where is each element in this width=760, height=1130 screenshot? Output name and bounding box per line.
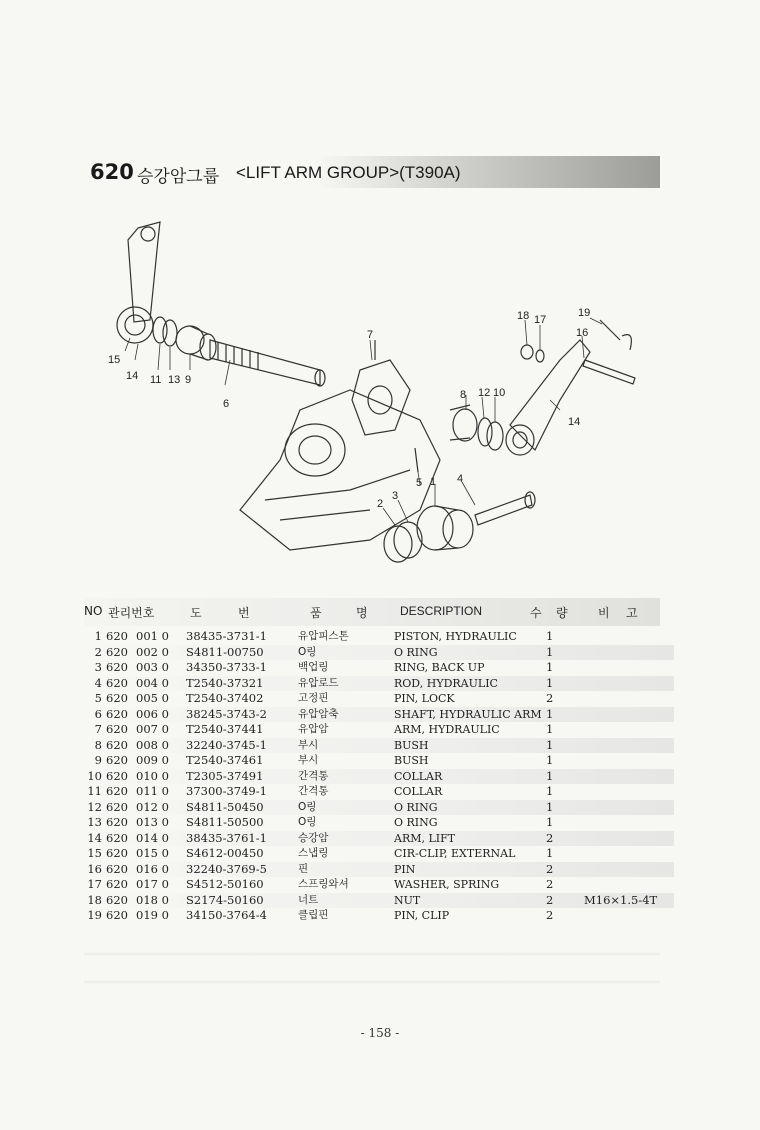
cell-seq: 012 0 [136, 799, 169, 814]
cell-grp: 620 [106, 660, 128, 674]
cell-qty: 1 [546, 784, 554, 798]
callout-16: 16 [576, 327, 589, 339]
cell-grp: 620 [106, 629, 128, 643]
cell-seq: 001 0 [136, 629, 169, 643]
cell-qty: 1 [546, 629, 554, 643]
callout-14-left: 14 [126, 370, 139, 382]
cell-qty: 1 [546, 846, 554, 860]
cell-qty: 1 [546, 644, 554, 659]
cell-part: 34150-3764-4 [186, 908, 267, 922]
cell-seq: 008 0 [136, 737, 169, 752]
header-no: NO [84, 604, 103, 618]
cell-seq: 003 0 [136, 660, 169, 674]
cell-kr: O링 [298, 645, 317, 658]
cell-desc: O RING [394, 800, 438, 814]
cell-no: 18 [87, 892, 102, 907]
header-drawing-2: 번 [238, 606, 250, 620]
cell-qty: 1 [546, 675, 554, 690]
table-row [84, 877, 674, 893]
cell-part: S4811-00750 [186, 644, 264, 659]
cell-kr: 스냅링 [298, 847, 329, 859]
cell-kr: 간격통 [298, 785, 329, 797]
cell-kr: O링 [298, 816, 317, 828]
cell-no: 9 [94, 753, 102, 767]
callout-9: 9 [185, 374, 192, 386]
group-number: 620 [90, 160, 134, 184]
cell-seq: 005 0 [136, 691, 169, 705]
cell-grp: 620 [106, 753, 128, 767]
cell-grp: 620 [106, 892, 128, 907]
table-row [84, 707, 674, 723]
callout-4: 4 [457, 473, 464, 485]
cell-kr: 고정핀 [298, 692, 329, 704]
cell-desc: WASHER, SPRING [394, 878, 500, 891]
cell-part: T2540-37402 [186, 691, 264, 705]
cell-part: T2305-37491 [186, 768, 264, 783]
header-mgmt-no: 관리번호 [108, 606, 155, 620]
cell-desc: SHAFT, HYDRAULIC ARM [394, 707, 542, 721]
cell-no: 1 [94, 629, 102, 643]
cell-grp: 620 [106, 908, 128, 922]
callout-10: 10 [493, 387, 506, 399]
cell-remark: M16×1.5-4T [584, 892, 658, 907]
cell-kr: 간격통 [298, 769, 329, 782]
header-remark-2: 고 [626, 606, 638, 620]
callout-17: 17 [534, 314, 547, 326]
cell-desc: ROD, HYDRAULIC [394, 676, 498, 690]
cell-no: 5 [94, 691, 102, 705]
table-header-band [84, 598, 660, 626]
callout-1: 1 [430, 476, 437, 488]
cell-kr: 부시 [298, 754, 319, 766]
cell-seq: 014 0 [136, 830, 169, 845]
table-row [84, 831, 674, 847]
table-row [84, 769, 674, 785]
cell-no: 19 [87, 908, 102, 922]
cell-part: S4811-50500 [186, 815, 264, 829]
cell-seq: 019 0 [136, 908, 169, 922]
cell-qty: 1 [546, 660, 554, 674]
cell-no: 6 [94, 706, 102, 721]
cell-kr: 핀 [298, 862, 309, 875]
cell-kr: 승강암 [298, 831, 329, 844]
exploded-parts-diagram [90, 210, 670, 590]
cell-no: 4 [94, 675, 102, 690]
cell-qty: 2 [546, 877, 554, 891]
cell-part: 34350-3733-1 [186, 660, 267, 674]
callout-15: 15 [108, 354, 121, 366]
cell-no: 2 [94, 644, 102, 659]
cell-kr: 클립핀 [298, 909, 329, 921]
cell-part: S2174-50160 [186, 892, 264, 907]
cell-grp: 620 [106, 706, 128, 721]
cell-seq: 018 0 [136, 892, 169, 907]
group-title-korean: 승강암그룹 [137, 167, 220, 187]
cell-part: 38435-3761-1 [186, 830, 267, 845]
cell-no: 17 [87, 877, 102, 891]
cell-desc: PISTON, HYDRAULIC [394, 630, 517, 643]
cell-qty: 1 [546, 768, 554, 783]
header-description: DESCRIPTION [400, 604, 483, 618]
cell-part: 37300-3749-1 [186, 784, 267, 798]
table-row [84, 691, 674, 707]
cell-no: 12 [87, 799, 102, 814]
cell-qty: 2 [546, 861, 554, 876]
callout-6: 6 [223, 398, 230, 410]
cell-no: 11 [87, 784, 102, 798]
cell-no: 16 [87, 861, 102, 876]
cell-desc: NUT [394, 893, 421, 907]
cell-seq: 004 0 [136, 675, 169, 690]
cell-desc: BUSH [394, 738, 429, 752]
callout-19: 19 [578, 307, 591, 319]
cell-no: 15 [87, 846, 102, 860]
cell-no: 13 [87, 815, 102, 829]
cell-part: T2540-37321 [186, 675, 264, 690]
cell-kr: O링 [298, 800, 317, 813]
table-row [84, 893, 674, 909]
cell-part: 38245-3743-2 [186, 706, 267, 721]
cell-part: 32240-3745-1 [186, 737, 267, 752]
cell-seq: 007 0 [136, 722, 169, 736]
cell-desc: O RING [394, 645, 438, 659]
table-row [84, 908, 674, 924]
cell-qty: 1 [546, 815, 554, 829]
cell-qty: 1 [546, 737, 554, 752]
table-row [84, 800, 674, 816]
cell-desc: ARM, HYDRAULIC [394, 723, 500, 736]
cell-grp: 620 [106, 768, 128, 783]
diagram-svg [90, 210, 670, 590]
table-row [84, 846, 674, 862]
cell-grp: 620 [106, 861, 128, 876]
cell-kr: 스프링와셔 [298, 878, 349, 890]
cell-seq: 013 0 [136, 815, 169, 829]
cell-grp: 620 [106, 784, 128, 798]
callout-5: 5 [416, 477, 423, 489]
cell-desc: BUSH [394, 754, 429, 767]
callout-13: 13 [168, 374, 181, 386]
cell-seq: 017 0 [136, 877, 169, 891]
cell-kr: 부시 [298, 738, 319, 751]
header-name-2: 명 [356, 606, 368, 620]
cell-qty: 1 [546, 722, 554, 736]
cell-part: S4811-50450 [186, 799, 264, 814]
scan-artifact-lines [84, 928, 660, 1008]
cell-grp: 620 [106, 644, 128, 659]
table-row [84, 784, 674, 800]
table-row [84, 676, 674, 692]
callout-2: 2 [377, 498, 384, 510]
callout-18: 18 [517, 310, 530, 322]
cell-seq: 016 0 [136, 861, 169, 876]
cell-qty: 1 [546, 706, 554, 721]
cell-grp: 620 [106, 830, 128, 845]
table-row [84, 660, 674, 676]
table-row [84, 738, 674, 754]
header-remark-1: 비 [598, 606, 610, 620]
header-qty-1: 수 [530, 606, 542, 620]
cell-desc: ARM, LIFT [394, 831, 456, 845]
cell-part: T2540-37441 [186, 722, 264, 736]
table-row [84, 629, 674, 645]
cell-kr: 너트 [298, 893, 319, 906]
cell-seq: 009 0 [136, 753, 169, 767]
table-row [84, 815, 674, 831]
cell-part: S4512-50160 [186, 877, 264, 891]
cell-part: 38435-3731-1 [186, 629, 267, 643]
cell-grp: 620 [106, 846, 128, 860]
cell-seq: 006 0 [136, 706, 169, 721]
cell-grp: 620 [106, 737, 128, 752]
group-title-english: <LIFT ARM GROUP>(T390A) [236, 163, 461, 182]
callout-7: 7 [367, 329, 374, 341]
cell-seq: 010 0 [136, 768, 169, 783]
cell-desc: PIN, CLIP [394, 909, 450, 922]
cell-kr: 유압로드 [298, 676, 339, 689]
cell-qty: 2 [546, 830, 554, 845]
table-row [84, 862, 674, 878]
table-row [84, 645, 674, 661]
table-row [84, 722, 674, 738]
cell-kr: 유압암축 [298, 707, 339, 720]
cell-qty: 2 [546, 691, 554, 705]
cell-seq: 002 0 [136, 644, 169, 659]
header-qty-2: 량 [556, 606, 568, 620]
cell-desc: COLLAR [394, 769, 443, 783]
cell-desc: O RING [394, 816, 438, 829]
cell-qty: 1 [546, 753, 554, 767]
cell-desc: RING, BACK UP [394, 661, 485, 674]
callout-3: 3 [392, 490, 399, 502]
cell-no: 7 [94, 722, 102, 736]
cell-kr: 유압피스톤 [298, 630, 349, 642]
cell-desc: CIR-CLIP, EXTERNAL [394, 847, 516, 860]
table-row [84, 753, 674, 769]
cell-desc: PIN [394, 862, 416, 876]
cell-part: 32240-3769-5 [186, 861, 267, 876]
cell-part: T2540-37461 [186, 753, 264, 767]
cell-grp: 620 [106, 691, 128, 705]
cell-qty: 1 [546, 799, 554, 814]
callout-14-right: 14 [568, 416, 581, 428]
cell-grp: 620 [106, 722, 128, 736]
cell-seq: 015 0 [136, 846, 169, 860]
cell-kr: 백업링 [298, 661, 329, 673]
callout-12: 12 [478, 387, 491, 399]
page-number: - 158 - [360, 1026, 400, 1040]
cell-no: 14 [87, 830, 102, 845]
cell-no: 8 [94, 737, 102, 752]
cell-seq: 011 0 [136, 784, 169, 798]
cell-grp: 620 [106, 877, 128, 891]
parts-table [84, 629, 674, 924]
header-drawing-1: 도 [190, 606, 202, 620]
cell-desc: COLLAR [394, 785, 443, 798]
callout-8: 8 [460, 389, 467, 401]
callout-11: 11 [150, 374, 162, 386]
cell-no: 10 [87, 768, 102, 783]
cell-part: S4612-00450 [186, 846, 264, 860]
cell-no: 3 [94, 660, 102, 674]
cell-kr: 유압암 [298, 723, 329, 735]
cell-qty: 2 [546, 908, 554, 922]
header-name-1: 품 [310, 606, 322, 620]
cell-grp: 620 [106, 799, 128, 814]
cell-grp: 620 [106, 815, 128, 829]
cell-grp: 620 [106, 675, 128, 690]
cell-desc: PIN, LOCK [394, 692, 455, 705]
cell-qty: 2 [546, 892, 554, 907]
